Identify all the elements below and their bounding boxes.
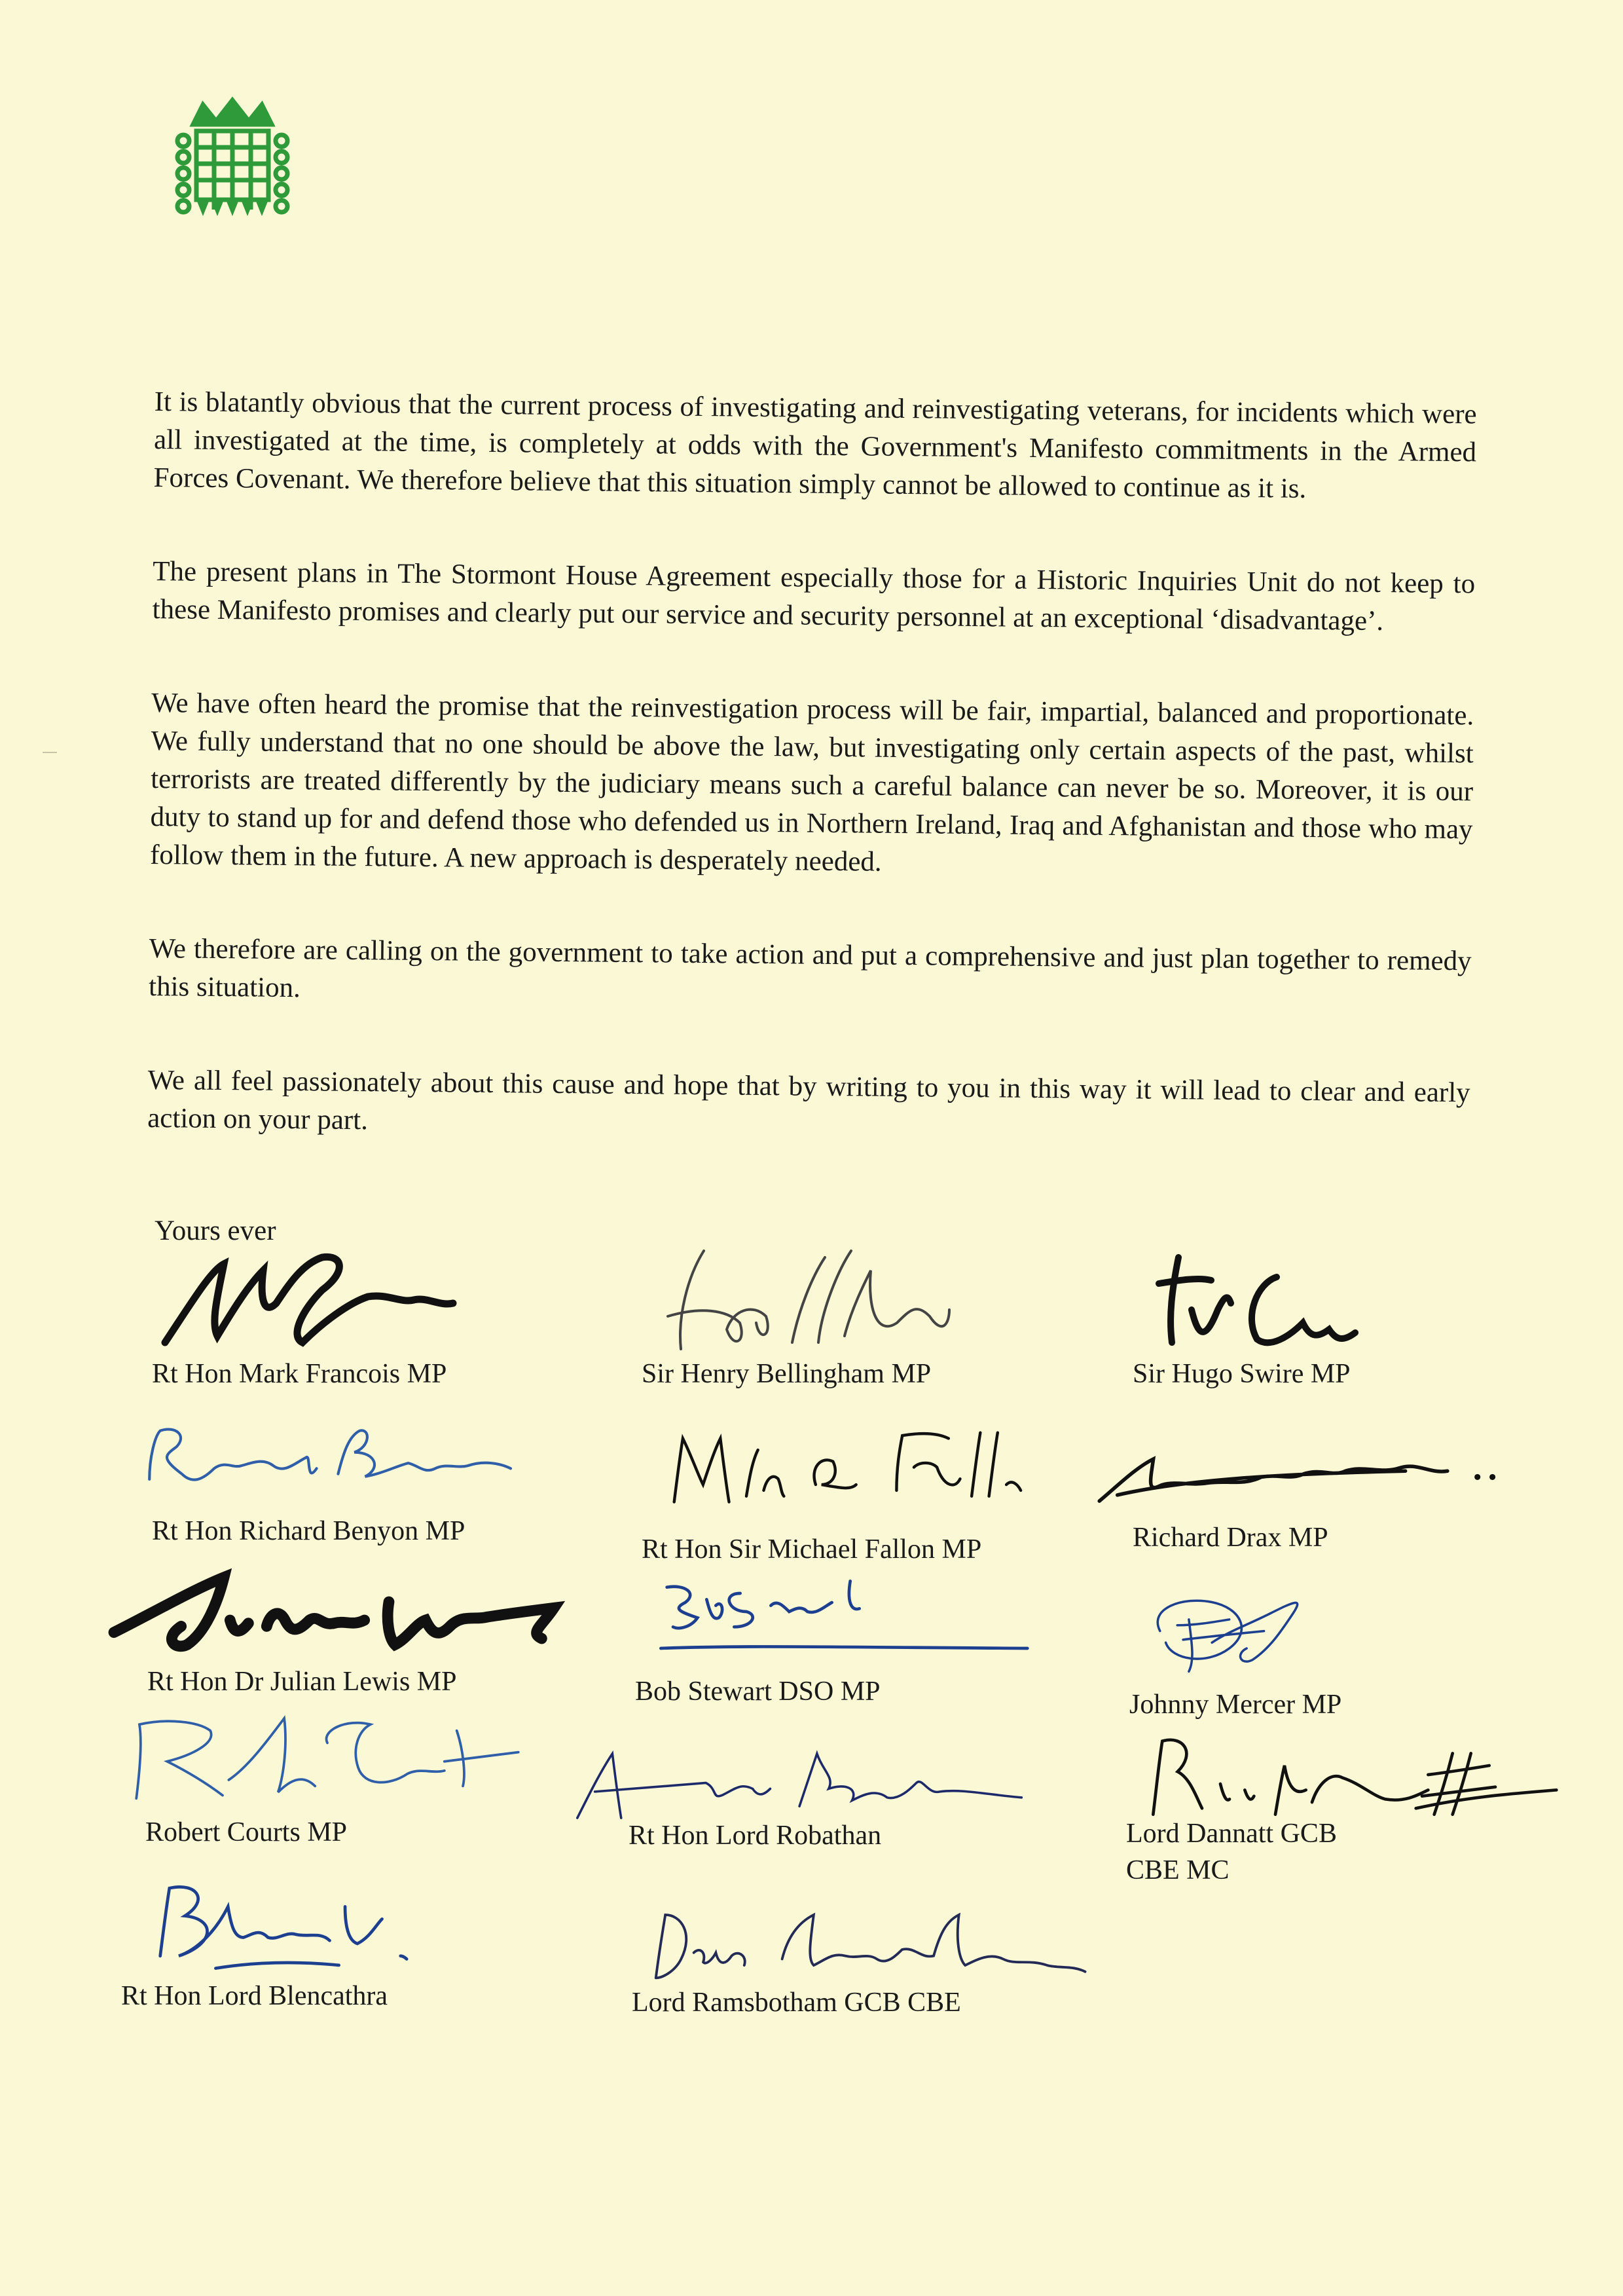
handwritten-signature xyxy=(635,1896,1093,1984)
signature-block-mercer xyxy=(1113,1585,1571,1723)
signatory-name: Robert Courts MP xyxy=(145,1817,348,1847)
signatory-name: Rt Hon Sir Michael Fallon MP xyxy=(642,1534,982,1565)
portcullis-crest-icon xyxy=(167,95,298,239)
handwritten-signature xyxy=(1113,1729,1584,1821)
signature-block-blencathra xyxy=(121,1870,589,2014)
handwritten-signature xyxy=(635,1575,1041,1667)
signatory-name: Lord Ramsbotham GCB CBE xyxy=(632,1988,961,2018)
handwritten-signature xyxy=(152,1244,558,1356)
signature-block-robathan xyxy=(537,1742,995,1854)
page-edge-mark xyxy=(43,752,57,753)
signature-block-drax xyxy=(1074,1444,1532,1556)
signature-block-fallon xyxy=(642,1421,1100,1568)
signature-block-francois xyxy=(152,1244,610,1392)
handwritten-signature xyxy=(642,1244,1048,1356)
handwritten-signature xyxy=(131,1870,498,1974)
signatory-name: Rt Hon Lord Robathan xyxy=(629,1821,882,1851)
handwritten-signature xyxy=(1133,1244,1539,1356)
signatory-name: Sir Henry Bellingham MP xyxy=(642,1359,932,1389)
handwritten-signature xyxy=(1113,1585,1519,1683)
signature-block-lewis xyxy=(85,1565,543,1700)
handwritten-signature xyxy=(642,1421,1048,1519)
closing: Yours ever xyxy=(155,1215,276,1246)
signature-block-dannatt xyxy=(1113,1729,1571,1889)
signature-block-ramsbotham xyxy=(632,1896,1093,2021)
handwritten-signature xyxy=(92,1415,563,1506)
signature-block-swire xyxy=(1133,1244,1591,1392)
signature-block-bellingham xyxy=(642,1244,1100,1392)
paragraph-2: The present plans in The Stormont House Agreement especially those for a Historic Inquiries Unit do not keep to these Manifesto promises and clearly put our service and security personnel at an exceptional ‘disadvantage’. xyxy=(152,555,1476,637)
signatory-name: Richard Drax MP xyxy=(1133,1523,1328,1553)
signatory-name: Rt Hon Richard Benyon MP xyxy=(152,1516,465,1546)
handwritten-signature xyxy=(98,1706,556,1811)
signatory-name: Johnny Mercer MP xyxy=(1129,1690,1342,1720)
signature-block-courts xyxy=(98,1706,556,1851)
paragraph-3: We have often heard the promise that the reinvestigation process will be fair, impartial, balanced and proportionate. We fully understand that no one should be above the law, but investigating only certain aspects of the past, whilst terrorists are treated differently by the judiciary means such a careful balance can never be so. Moreover, it is our duty to stand up for and defend those who defended us in Northern Ireland, Iraq and Afghanistan and those who may follow them in the future. A new approach is desperately needed. xyxy=(149,687,1474,878)
signature-block-stewart xyxy=(635,1575,1093,1710)
signatory-name: Rt Hon Dr Julian Lewis MP xyxy=(147,1667,457,1697)
signatory-name: Lord Dannatt GCB CBE MC xyxy=(1126,1819,1337,1885)
handwritten-signature xyxy=(85,1565,583,1657)
paragraph-4: We therefore are calling on the government to take action and put a comprehensive and just plan together to remedy this situation. xyxy=(148,933,1472,1004)
paragraph-1: It is blatantly obvious that the current process of investigating and reinvestigating veterans, for incidents which were all investigated at the time, is completely at odds with the Government's Manifesto commitments in the Armed Forces Covenant. We therefore believe that this situation simply cannot be allowed to continue as it is. xyxy=(153,386,1477,504)
handwritten-signature xyxy=(537,1742,1074,1824)
letter-body xyxy=(147,383,1477,1206)
signatory-name: Rt Hon Lord Blencathra xyxy=(121,1981,388,2011)
signatory-name: Sir Hugo Swire MP xyxy=(1133,1359,1351,1389)
signature-block-benyon xyxy=(92,1415,550,1549)
signatory-name: Rt Hon Mark Francois MP xyxy=(152,1359,447,1389)
signatory-name: Bob Stewart DSO MP xyxy=(635,1676,881,1707)
handwritten-signature xyxy=(1074,1444,1545,1516)
paragraph-5: We all feel passionately about this cause and hope that by writing to you in this way it will lead to clear and early action on your part. xyxy=(147,1064,1470,1136)
